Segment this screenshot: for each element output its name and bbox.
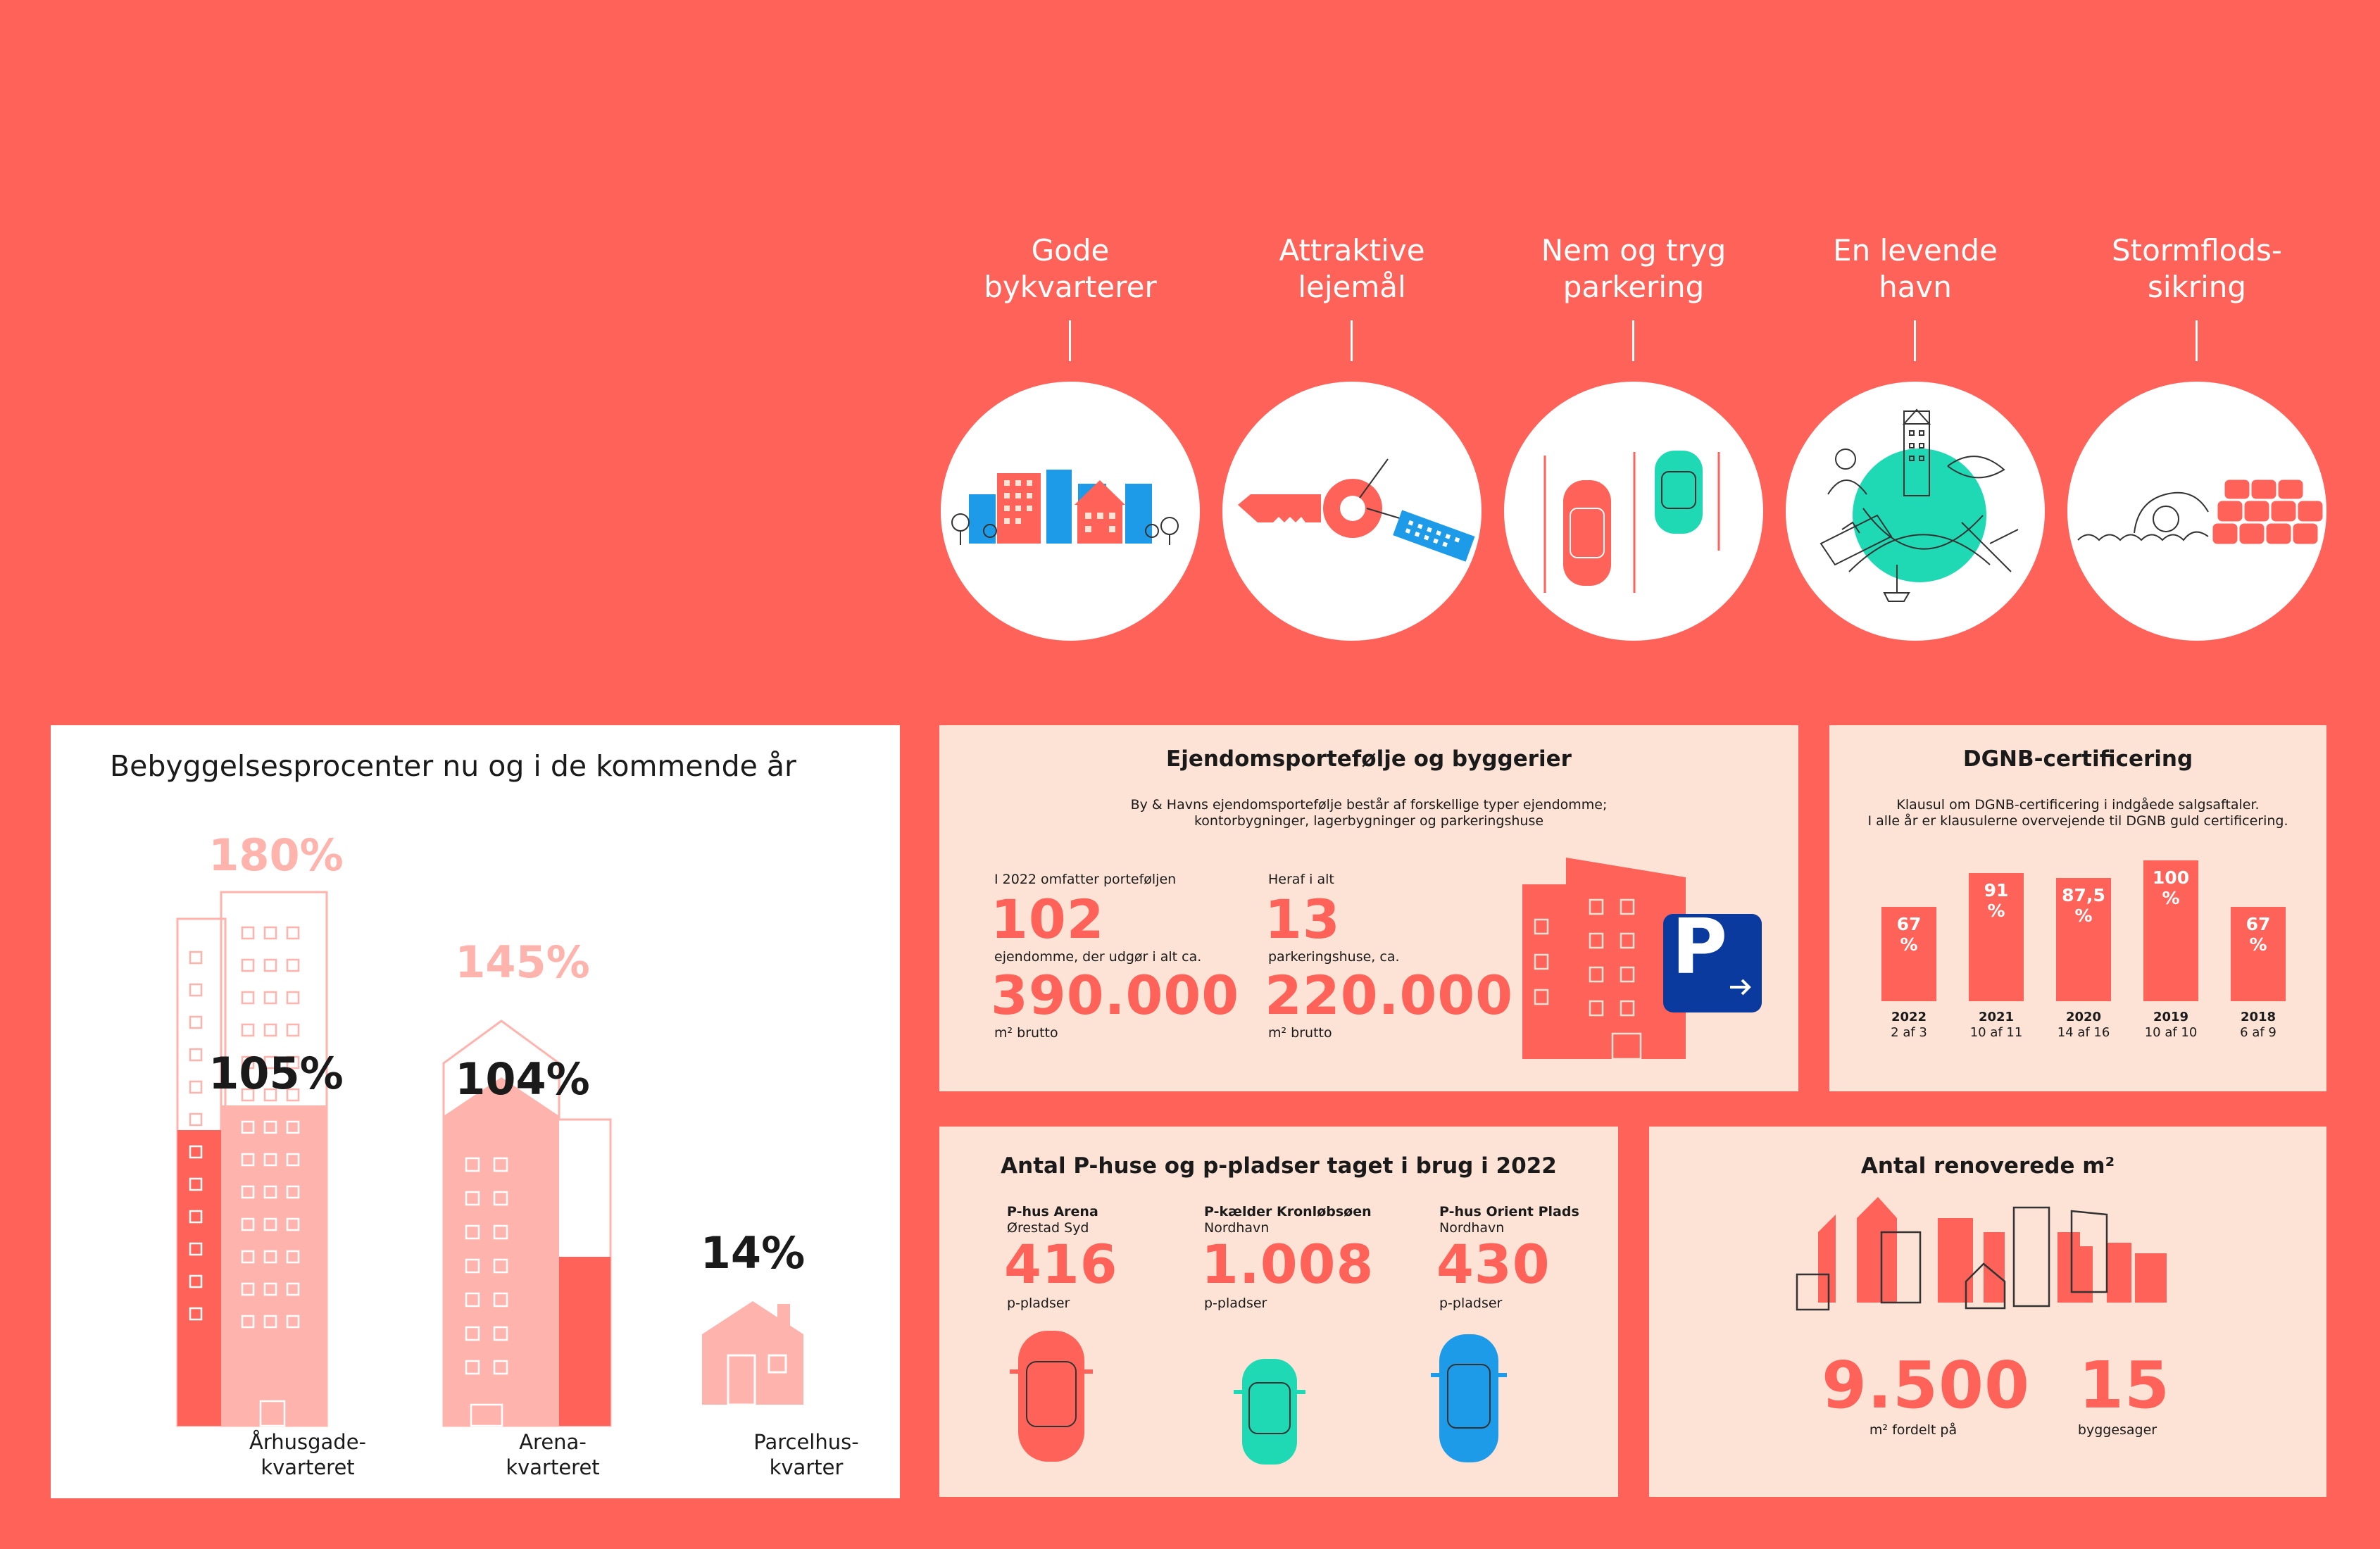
window xyxy=(287,992,299,1003)
dgnb-year-label: 2021 10 af 11 xyxy=(1969,1010,2023,1040)
renovated-buildings-icon xyxy=(1649,1127,2326,1497)
parking-cars-icon xyxy=(1504,382,1763,641)
theme-label-parkering: Nem og tryg parkering xyxy=(1541,233,1727,304)
phuse-item-unit: p-pladser xyxy=(1007,1296,1070,1311)
harbour-icon xyxy=(1786,382,2045,641)
phuse-title: Antal P-huse og p-pladser taget i brug i 2022 xyxy=(1001,1153,1557,1179)
window xyxy=(242,927,253,939)
renov-panel xyxy=(1649,1127,2326,1497)
phuse-item-place: Ørestad Syd xyxy=(1007,1220,1089,1236)
category-label: Århusgade- kvarteret xyxy=(249,1430,366,1479)
renov-num1: 9.500 xyxy=(1822,1348,2031,1423)
window xyxy=(287,927,299,939)
window xyxy=(190,984,201,996)
dgnb-value-label: 91 % xyxy=(1984,880,2009,921)
building-aarhusgade xyxy=(177,892,327,1426)
ejendom-col2-text1: parkeringshuse, ca. xyxy=(1268,949,1400,965)
parcelhus-now-pct: 14% xyxy=(700,1227,806,1279)
window xyxy=(265,960,276,971)
aarhusgade-now-pct: 105% xyxy=(208,1048,344,1099)
window xyxy=(287,960,299,971)
ejendom-col2-intro: Heraf i alt xyxy=(1268,872,1334,887)
phuse-item-name: P-hus Orient Plads xyxy=(1439,1204,1579,1219)
window xyxy=(265,992,276,1003)
teal-car-icon xyxy=(1234,1359,1305,1465)
ejendom-title: Ejendomsportefølje og byggerier xyxy=(1166,746,1572,772)
phuse-panel xyxy=(939,1127,1618,1497)
phuse-item-name: P-hus Arena xyxy=(1007,1204,1098,1219)
theme-label-lejemaal: Attraktive lejemål xyxy=(1279,233,1425,304)
ejendom-col2-unit: m² brutto xyxy=(1268,1025,1332,1041)
office-building-icon xyxy=(1522,858,1765,1069)
blue-car-icon xyxy=(1431,1334,1507,1462)
bebyggelse-title: Bebyggelsesprocenter nu og i de kommende år xyxy=(110,749,796,783)
dgnb-desc: Klausul om DGNB-certificering i indgåede salgsaftaler. I alle år er klausulerne overvejende til DGNB guld certificering. xyxy=(1867,797,2288,829)
dgnb-title: DGNB-certificering xyxy=(1962,746,2193,772)
ejendom-col2-num2: 220.000 xyxy=(1265,964,1514,1027)
key-icon xyxy=(1222,382,1482,641)
theme-connector xyxy=(1914,320,1916,361)
building-parcelhus xyxy=(702,1301,803,1405)
ejendom-col1-num1: 102 xyxy=(991,888,1105,951)
dgnb-panel xyxy=(1829,725,2326,1091)
theme-label-bykvarterer: Gode bykvarterer xyxy=(984,233,1157,304)
window xyxy=(242,1024,253,1036)
dgnb-value-label: 67 % xyxy=(1896,914,1922,955)
bebyggelse-panel xyxy=(51,725,900,1498)
category-label: Arena- kvarteret xyxy=(506,1430,600,1479)
dgnb-year-label: 2018 6 af 9 xyxy=(2240,1010,2276,1040)
phuse-item-unit: p-pladser xyxy=(1439,1296,1503,1311)
dgnb-value-label: 100 % xyxy=(2152,867,2190,908)
window xyxy=(265,927,276,939)
dgnb-year-label: 2022 2 af 3 xyxy=(1891,1010,1927,1040)
ejendom-panel xyxy=(939,725,1798,1091)
window xyxy=(190,1114,201,1125)
window xyxy=(242,992,253,1003)
phuse-item-place: Nordhavn xyxy=(1204,1220,1270,1236)
ejendom-col1-num2: 390.000 xyxy=(991,964,1240,1027)
renov-label2: byggesager xyxy=(2077,1422,2157,1438)
theme-connector xyxy=(1632,320,1634,361)
window xyxy=(190,1017,201,1028)
storm-flood-icon xyxy=(2067,382,2326,641)
parking-p-letter: P xyxy=(1672,903,1728,991)
theme-connector xyxy=(1351,320,1353,361)
arena-future-pct: 145% xyxy=(455,936,590,988)
renov-num2: 15 xyxy=(2079,1348,2171,1423)
ejendom-col1-intro: I 2022 omfatter porteføljen xyxy=(994,872,1177,887)
phuse-item-place: Nordhavn xyxy=(1439,1220,1505,1236)
theme-label-stormflod: Stormflods- sikring xyxy=(2111,233,2283,304)
dgnb-chart xyxy=(1829,725,2326,1091)
renov-title: Antal renoverede m² xyxy=(1860,1153,2115,1179)
red-car-icon xyxy=(1010,1331,1093,1462)
aarhusgade-future-pct: 180% xyxy=(208,829,344,881)
phuse-item-name: P-kælder Kronløbsøen xyxy=(1204,1204,1372,1219)
phuse-item-unit: p-pladser xyxy=(1204,1296,1267,1311)
category-label: Parcelhus- kvarter xyxy=(753,1430,859,1479)
phuse-item-num: 416 xyxy=(1004,1233,1118,1296)
dgnb-year-label: 2020 14 af 16 xyxy=(2057,1010,2110,1040)
ejendom-col1-unit: m² brutto xyxy=(994,1025,1058,1041)
window xyxy=(242,960,253,971)
city-buildings-icon xyxy=(941,382,1200,641)
dgnb-value-label: 87,5 % xyxy=(2062,885,2105,926)
dgnb-value-label: 67 % xyxy=(2246,914,2271,955)
arena-now-pct: 104% xyxy=(455,1053,590,1105)
phuse-cars xyxy=(939,1127,1618,1497)
phuse-item-num: 1.008 xyxy=(1201,1233,1374,1296)
window xyxy=(265,1024,276,1036)
ejendom-col2-num1: 13 xyxy=(1265,888,1341,951)
theme-connector xyxy=(1069,320,1071,361)
phuse-item-num: 430 xyxy=(1436,1233,1551,1296)
dgnb-year-label: 2019 10 af 10 xyxy=(2144,1010,2198,1040)
ejendom-desc: By & Havns ejendomsportefølje består af forskellige typer ejendomme; kontorbygninger, lagerbygninger og parkeringshuse xyxy=(1130,797,1608,829)
theme-label-havn: En levende havn xyxy=(1833,233,1998,304)
renov-label1: m² fordelt på xyxy=(1869,1422,1958,1438)
ejendom-col1-text1: ejendomme, der udgør i alt ca. xyxy=(994,949,1202,965)
theme-connector xyxy=(2196,320,2198,361)
window xyxy=(287,1024,299,1036)
window xyxy=(190,952,201,963)
